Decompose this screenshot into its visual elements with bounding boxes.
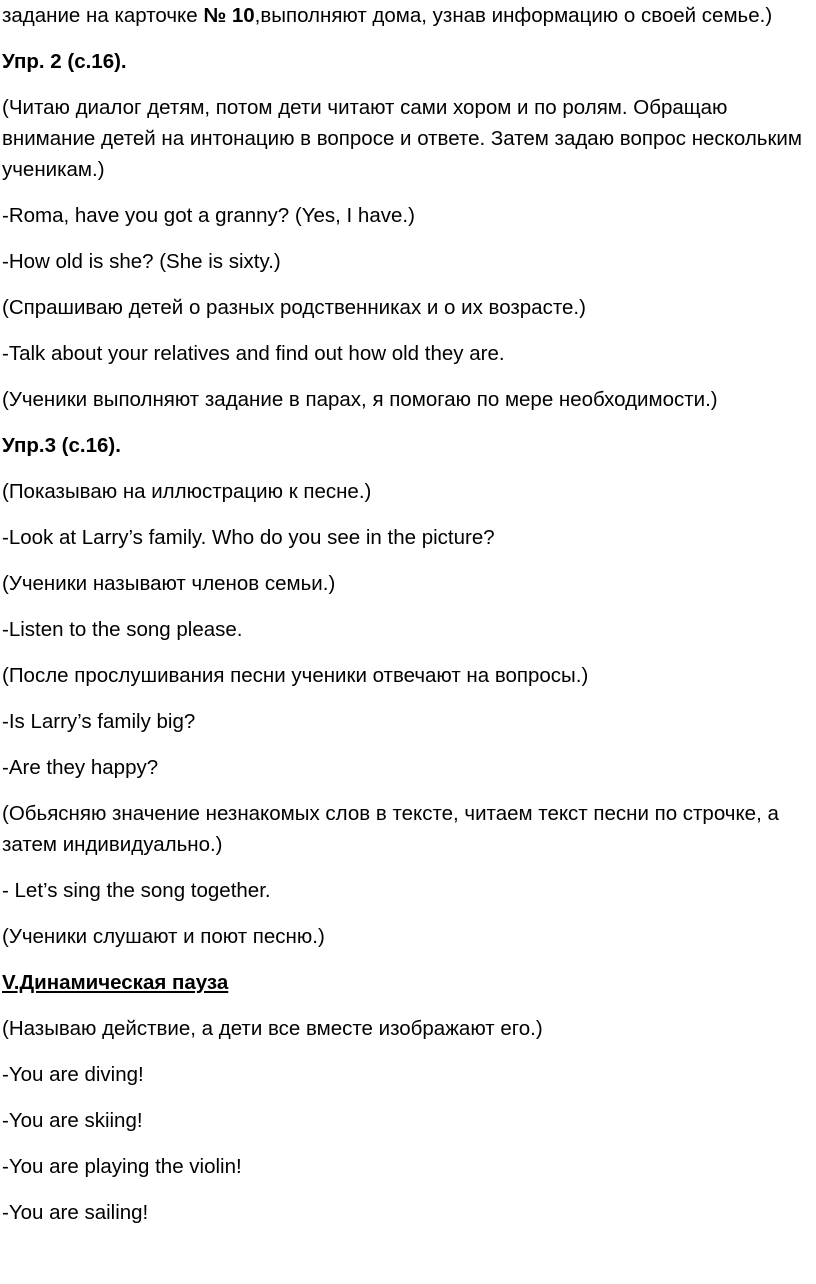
ex3-note-1: (Показываю на иллюстрацию к песне.) [2,480,372,503]
pause-command-4: -You are sailing! [2,1201,149,1224]
ex3-line-5: - Let’s sing the song together. [2,879,271,902]
ex2-note-2: (Спрашиваю детей о разных родственниках и о их возрасте.) [2,296,586,319]
ex2-line-1: -Roma, have you got a granny? (Yes, I have.) [2,204,415,227]
ex3-heading: Упр.3 (с.16). [2,434,121,457]
pause-command-3: -You are playing the violin! [2,1155,242,1178]
ex3-line-1: -Look at Larry’s family. Who do you see in the picture? [2,526,495,549]
pause-heading: V.Динамическая пауза [2,971,229,994]
ex2-line-2: -How old is she? (She is sixty.) [2,250,281,273]
ex2-heading: Упр. 2 (с.16). [2,50,127,73]
ex3-line-4: -Are they happy? [2,756,159,779]
intro-suffix: ,выполняют дома, узнав информацию о своей семье.) [254,4,773,27]
ex3-line-3: -Is Larry’s family big? [2,710,196,733]
ex3-line-2: -Listen to the song please. [2,618,243,641]
ex3-note-2: (Ученики называют членов семьи.) [2,572,336,595]
ex2-note-1: (Читаю диалог детям, потом дети читают сами хором и по ролям. Обращаю внимание детей на интонацию в вопросе и ответе. Затем задаю вопрос нескольким ученикам.) [2,96,802,181]
pause-command-2: -You are skiing! [2,1109,143,1132]
ex2-line-3: -Talk about your relatives and find out how old they are. [2,342,505,365]
ex3-note-5: (Ученики слушают и поют песню.) [2,925,325,948]
ex3-note-3: (После прослушивания песни ученики отвечают на вопросы.) [2,664,589,687]
intro-paragraph [2,0,806,31]
card-number: № 10 [203,4,255,27]
intro-prefix: задание на карточке [2,4,204,27]
pause-command-1: -You are diving! [2,1063,144,1086]
ex2-note-3: (Ученики выполняют задание в парах, я помогаю по мере необходимости.) [2,388,718,411]
pause-note: (Называю действие, а дети все вместе изображают его.) [2,1017,543,1040]
ex3-note-4: (Обьясняю значение незнакомых слов в тексте, читаем текст песни по строчке, а затем индивидуально.) [2,802,779,856]
